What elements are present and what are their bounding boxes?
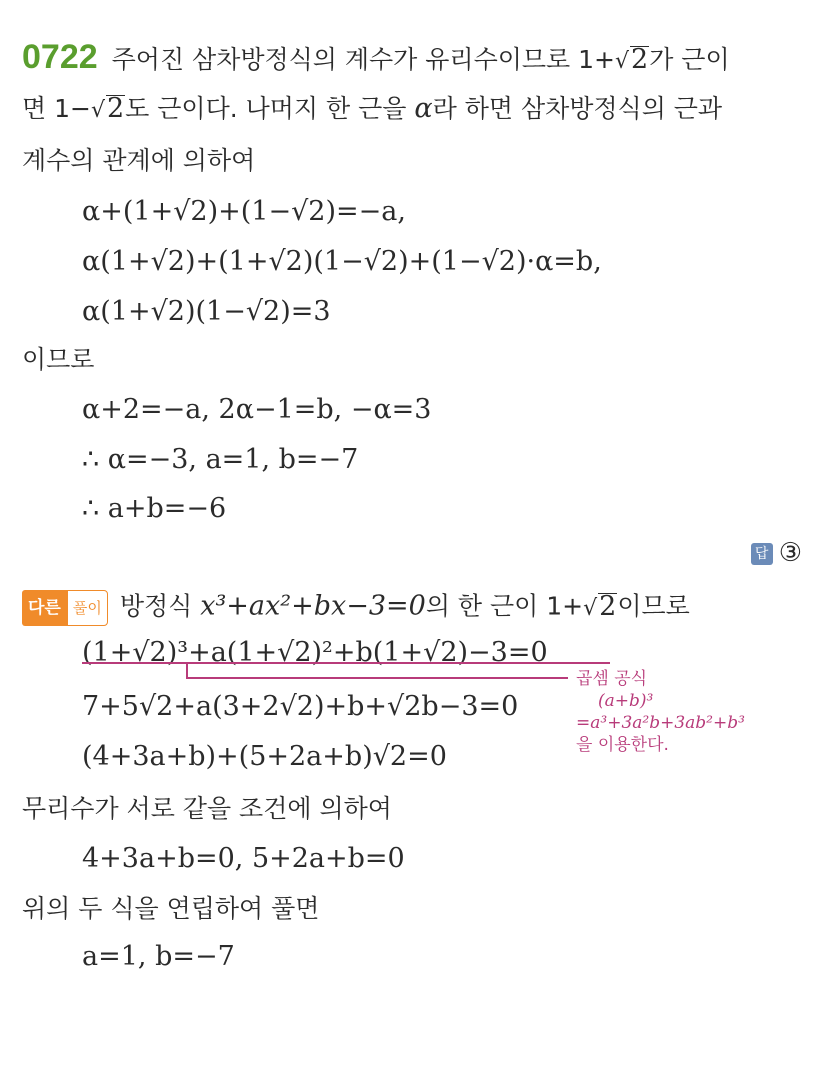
problem-line-2: 면 1−√2도 근이다. 나머지 한 근을 α라 하면 삼차방정식의 근과	[22, 93, 723, 124]
equation-5: ∴ α=−3, a=1, b=−7	[82, 444, 359, 475]
alt-solution-line: 다른 풀이 방정식 x³+ax²+bx−3=0의 한 근이 1+√2이므로	[22, 588, 690, 626]
alt-equation-4: 4+3a+b=0, 5+2a+b=0	[82, 843, 405, 874]
equation-6: ∴ a+b=−6	[82, 493, 227, 524]
therefore-text: 이므로	[22, 345, 95, 374]
alt-equation-1: (1+√2)³+a(1+√2)²+b(1+√2)−3=0	[82, 637, 548, 668]
note-connector	[186, 662, 568, 679]
note-formula-1: (a+b)³	[598, 691, 654, 711]
alt-equation-5: a=1, b=−7	[82, 941, 235, 972]
problem-number: 0722	[22, 38, 98, 76]
irrational-condition-text: 무리수가 서로 같을 조건에 의하여	[22, 794, 392, 823]
formula-note	[576, 668, 745, 756]
answer-value: ③	[778, 538, 802, 568]
problem-line-3: 계수의 관계에 의하여	[22, 146, 256, 175]
equation-1: α+(1+√2)+(1−√2)=−a,	[82, 196, 406, 227]
alt-equation-2: 7+5√2+a(3+2√2)+b+√2b−3=0	[82, 691, 519, 722]
equation-4: α+2=−a, 2α−1=b, −α=3	[82, 394, 432, 425]
answer-icon: 답	[751, 543, 773, 565]
equation-3: α(1+√2)(1−√2)=3	[82, 296, 331, 327]
alt-equation-3: (4+3a+b)+(5+2a+b)√2=0	[82, 741, 447, 772]
solve-text: 위의 두 식을 연립하여 풀면	[22, 894, 320, 923]
equation-2: α(1+√2)+(1+√2)(1−√2)+(1−√2)·α=b,	[82, 246, 602, 277]
problem-line-1: 0722 주어진 삼차방정식의 계수가 유리수이므로 1+√2가 근이	[22, 38, 730, 76]
note-title: 곱셈 공식	[576, 669, 648, 689]
answer	[751, 538, 802, 568]
note-formula-2: =a³+3a²b+3ab²+b³	[576, 713, 745, 733]
alt-solution-badge: 다른 풀이	[22, 588, 108, 626]
note-tail: 을 이용한다.	[576, 735, 669, 755]
